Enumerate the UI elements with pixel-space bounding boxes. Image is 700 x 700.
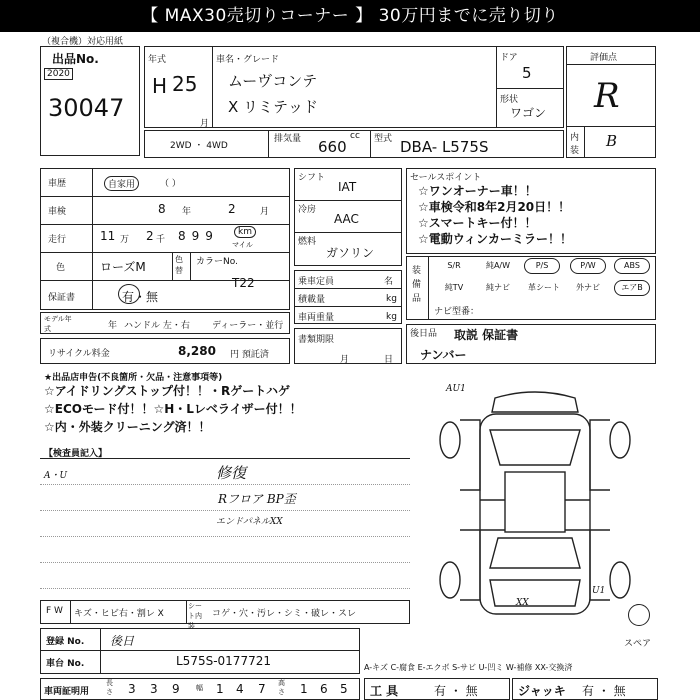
size-width-1: 4 bbox=[236, 682, 244, 696]
year-label: 年式 bbox=[148, 55, 167, 65]
notes-label: ★出品店申告(不良箇所・欠品・注意事項等) bbox=[44, 373, 223, 383]
recycle-label: リサイクル料金 bbox=[48, 349, 110, 359]
rating-label: 評価点 bbox=[590, 53, 618, 63]
year-value: 25 bbox=[172, 72, 198, 96]
model-grade: X リミテッド bbox=[228, 98, 319, 116]
inspector-left: A・U bbox=[44, 471, 68, 481]
chassis-value: L575S-0177721 bbox=[176, 654, 271, 668]
windshield bbox=[490, 538, 580, 568]
drive: 2WD ・ 4WD bbox=[170, 141, 228, 151]
equip-alloy: 純A/W bbox=[485, 261, 511, 270]
inspector-line-3: エンドパネルXX bbox=[216, 517, 283, 527]
inspection-year-unit: 年 bbox=[182, 207, 192, 217]
inspection-month: 2 bbox=[228, 202, 236, 216]
recycle-unit: 円 預託済 bbox=[230, 350, 269, 360]
capacity-label: 乗車定員 bbox=[298, 277, 335, 287]
jack-value: 有 ・ 無 bbox=[582, 684, 626, 698]
later-items-value2: ナンバー bbox=[420, 348, 467, 362]
type-value: DBA- L575S bbox=[400, 138, 489, 156]
lot-number: 30047 bbox=[48, 94, 125, 122]
doors-value: 5 bbox=[522, 64, 532, 82]
fuel-label: 燃料 bbox=[298, 237, 317, 247]
banner: 【 MAX30売切りコーナー 】 30万円までに売り切り bbox=[0, 0, 700, 32]
roof bbox=[505, 472, 565, 532]
wheel-rr bbox=[610, 422, 630, 458]
fuel-value: ガソリン bbox=[326, 246, 375, 260]
equip-ps: P/S bbox=[524, 258, 560, 274]
inspector-line-2: Rフロア BP歪 bbox=[218, 492, 296, 506]
shift-label: シフト bbox=[298, 173, 326, 183]
displacement-label: 排気量 bbox=[274, 134, 302, 144]
shift-value: IAT bbox=[338, 180, 357, 194]
size-height-2: 5 bbox=[340, 682, 348, 696]
size-width-label: 幅 bbox=[196, 684, 203, 692]
fw-value: キズ・ヒビ右・割レ X bbox=[74, 609, 164, 619]
load-unit: kg bbox=[386, 294, 397, 304]
equip-airbag: エアB bbox=[614, 280, 650, 296]
jack-label: ジャッキ bbox=[518, 684, 566, 698]
equip-tv: 純TV bbox=[444, 283, 464, 292]
model-type-label: モデル年式 bbox=[44, 315, 72, 333]
ac-value: AAC bbox=[334, 212, 359, 226]
lot-label: 出品No. bbox=[52, 52, 99, 66]
legend: A-キズ C-腐食 E-エクボ S-サビ U-凹ミ W-補修 XX-交換済 bbox=[364, 663, 573, 672]
later-items-value: 取説 保証書 bbox=[454, 328, 519, 342]
displacement-unit: cc bbox=[350, 131, 360, 141]
diagram-au-label: AU1 bbox=[446, 384, 466, 394]
seat-value: コゲ・穴・汚レ・シミ・破レ・スレ bbox=[212, 609, 357, 619]
history-value: 自家用 bbox=[104, 176, 139, 191]
rear-hatch-shape bbox=[492, 392, 578, 412]
mileage-sen: 2 bbox=[146, 229, 154, 243]
model-type-year-unit: 年 bbox=[108, 321, 118, 331]
tools-label: 工 具 bbox=[370, 684, 399, 698]
diagram-xx-label: XX bbox=[516, 598, 529, 608]
hood bbox=[490, 580, 580, 606]
interior-label: 内装 bbox=[570, 133, 580, 156]
handle: ハンドル 左・右 bbox=[124, 321, 190, 331]
shape-value: ワゴン bbox=[510, 106, 547, 120]
model-label: 車名・グレード bbox=[216, 55, 280, 65]
mileage-digits: 899 bbox=[178, 229, 219, 243]
weight-label: 車両重量 bbox=[298, 313, 335, 323]
year-month-unit: 月 bbox=[200, 119, 210, 129]
rating-value: R bbox=[594, 76, 620, 116]
sales-point-2: ☆車検令和8年2月20日！！ bbox=[418, 200, 571, 214]
wheel-fl bbox=[440, 562, 460, 598]
equip-abs: ABS bbox=[614, 258, 650, 274]
wheel-fr bbox=[610, 562, 630, 598]
fw-label: F W bbox=[46, 606, 63, 616]
doors-label: ドア bbox=[500, 53, 518, 63]
equip-ext-navi: 外ナビ bbox=[576, 283, 600, 292]
ac-label: 冷房 bbox=[298, 205, 317, 215]
size-width-0: 1 bbox=[216, 682, 224, 696]
car-diagram bbox=[410, 380, 660, 630]
interior-value: B bbox=[606, 132, 618, 150]
sales-points-label: セールスポイント bbox=[410, 173, 482, 183]
inspector-label: 【検査員記入】 bbox=[44, 449, 108, 459]
inspection-label: 車検 bbox=[48, 207, 67, 217]
year-era: H bbox=[152, 74, 168, 98]
sales-point-1: ☆ワンオーナー車！！ bbox=[418, 184, 537, 198]
registration-label: 登録 No. bbox=[46, 637, 85, 647]
later-items-label: 後日品 bbox=[410, 329, 438, 339]
doc-deadline-unit: 月 bbox=[340, 355, 350, 365]
warranty-circle bbox=[118, 284, 140, 304]
model-name: ムーヴコンテ bbox=[228, 72, 318, 90]
size-label: 車両証明用 bbox=[44, 687, 90, 697]
inspection-month-unit: 月 bbox=[260, 207, 270, 217]
wheel-rl bbox=[440, 422, 460, 458]
equip-sr: S/R bbox=[447, 261, 461, 270]
note-1: ☆アイドリングストップ付！！・Rゲートハゲ bbox=[44, 384, 290, 398]
mileage-mile: マイル bbox=[232, 241, 253, 249]
seat-label: シート内装 bbox=[188, 602, 202, 630]
equip-navi: 純ナビ bbox=[486, 283, 510, 292]
recycle-value: 8,280 bbox=[178, 344, 216, 358]
mileage-sen-unit: 千 bbox=[156, 235, 166, 245]
equipment-label: 装備品 bbox=[412, 266, 422, 304]
doc-deadline-label: 書類期限 bbox=[298, 335, 335, 345]
size-height-label: 高さ bbox=[278, 679, 285, 696]
size-length-2: 9 bbox=[172, 682, 180, 696]
shape-label: 形状 bbox=[500, 95, 519, 105]
weight-unit: kg bbox=[386, 312, 397, 322]
equip-pw: P/W bbox=[570, 258, 606, 274]
load-label: 積載量 bbox=[298, 295, 326, 305]
spare-tire-icon bbox=[628, 604, 650, 626]
type-label: 型式 bbox=[374, 134, 393, 144]
size-width-2: 7 bbox=[258, 682, 266, 696]
note-2: ☆ECOモード付！！☆H・Lレベライザー付！！ bbox=[44, 402, 302, 416]
color-no-label: カラーNo. bbox=[196, 257, 238, 267]
mileage-label: 走行 bbox=[48, 235, 67, 245]
dealer: ディーラー・並行 bbox=[212, 321, 284, 331]
sales-point-4: ☆電動ウィンカーミラー！！ bbox=[418, 232, 573, 246]
navi-model: ナビ型番： bbox=[434, 307, 480, 317]
doc-deadline-unit2: 日 bbox=[384, 355, 394, 365]
equip-leather: 革シート bbox=[528, 283, 560, 292]
header-partial: （複合機）対応用紙 bbox=[42, 37, 124, 47]
diagram-u1-label: U1 bbox=[592, 586, 606, 596]
sales-point-3: ☆スマートキー付！！ bbox=[418, 216, 537, 230]
size-length-0: 3 bbox=[128, 682, 136, 696]
rear-window bbox=[490, 430, 580, 465]
size-height-1: 6 bbox=[320, 682, 328, 696]
year-badge: 2020 bbox=[44, 68, 73, 80]
color-value: ローズM bbox=[100, 260, 146, 274]
registration-value: 後日 bbox=[110, 634, 135, 648]
warranty-label: 保証書 bbox=[48, 293, 76, 303]
tools-value: 有 ・ 無 bbox=[434, 684, 478, 698]
mileage-man-unit: 万 bbox=[120, 235, 130, 245]
note-3: ☆内・外装クリーニング済！！ bbox=[44, 420, 211, 434]
color-label: 色 bbox=[56, 263, 66, 273]
car-body bbox=[480, 414, 590, 614]
chassis-label: 車台 No. bbox=[46, 659, 85, 669]
displacement-value: 660 bbox=[318, 138, 347, 156]
warranty-value: 有・無 bbox=[122, 290, 159, 304]
color-change-label: 色替 bbox=[175, 255, 183, 275]
history-label: 車歴 bbox=[48, 179, 67, 189]
color-no: T22 bbox=[232, 276, 255, 290]
inspection-year: 8 bbox=[158, 202, 166, 216]
size-height-0: 1 bbox=[300, 682, 308, 696]
capacity-unit: 名 bbox=[384, 277, 394, 287]
inspector-line-1: 修復 bbox=[216, 464, 247, 482]
size-length-1: 3 bbox=[150, 682, 158, 696]
mileage-man: 11 bbox=[100, 229, 116, 243]
mileage-km: km bbox=[234, 226, 256, 238]
spare-label: スペア bbox=[624, 639, 652, 649]
size-length-label: 長さ bbox=[106, 679, 113, 696]
history-paren: （ ） bbox=[160, 179, 181, 189]
